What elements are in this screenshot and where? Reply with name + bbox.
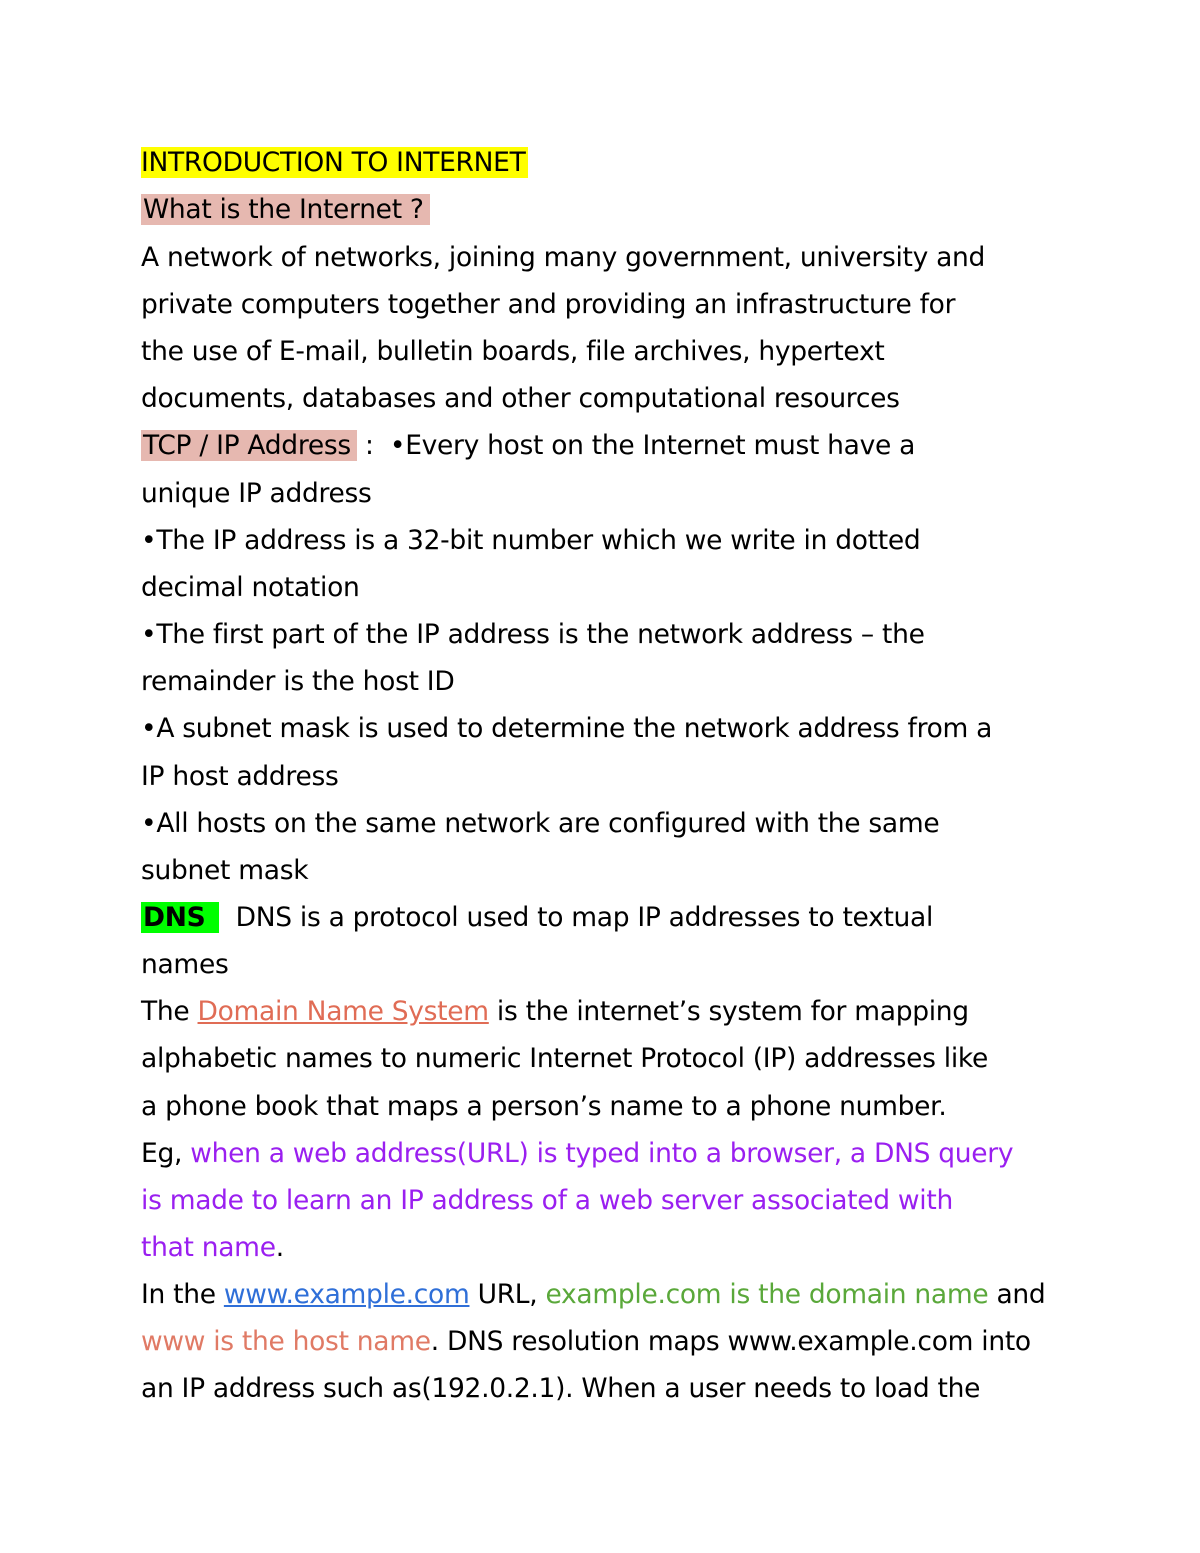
- paragraph-line: documents, databases and other computational resources: [141, 383, 900, 414]
- paragraph-line: the use of E-mail, bulletin boards, file archives, hypertext: [141, 336, 885, 367]
- example-text-line: is made to learn an IP address of a web server associated with: [141, 1185, 953, 1216]
- paragraph-line: subnet mask: [141, 855, 309, 886]
- bullet-line: •A subnet mask is used to determine the network address from a: [141, 713, 993, 744]
- tcp-ip-line: [141, 426, 915, 466]
- paragraph-line: unique IP address: [141, 478, 372, 509]
- paragraph-line: remainder is the host ID: [141, 666, 455, 697]
- paragraph-line: an IP address such as(192.0.2.1). When a user needs to load the: [141, 1373, 981, 1404]
- example-line: [141, 1134, 1013, 1174]
- bullet-line: •The first part of the IP address is the network address – the: [141, 619, 925, 650]
- example-url-link[interactable]: www.example.com: [223, 1279, 470, 1310]
- example-end-line: [141, 1228, 284, 1268]
- domain-post: is the internet’s system for mapping: [488, 996, 969, 1027]
- question-heading-line: [141, 190, 430, 230]
- tcp-ip-heading: TCP / IP Address: [141, 430, 357, 461]
- document-title: INTRODUCTION TO INTERNET: [141, 147, 526, 178]
- domain-pre: The: [141, 996, 198, 1027]
- url-pre: In the: [141, 1279, 224, 1310]
- paragraph-line: A network of networks, joining many government, university and: [141, 242, 986, 273]
- paragraph-line: IP host address: [141, 761, 339, 792]
- url-line: [141, 1275, 1045, 1315]
- paragraph-line: a phone book that maps a person’s name to a phone number.: [141, 1091, 947, 1122]
- document-title-line: [141, 143, 528, 183]
- host-line: [141, 1322, 1031, 1362]
- tcp-bullet-text: •Every host on the Internet must have a: [389, 430, 916, 461]
- url-post: and: [988, 1279, 1046, 1310]
- bullet-line: •The IP address is a 32-bit number which we write in dotted: [141, 525, 921, 556]
- paragraph-line: decimal notation: [141, 572, 360, 603]
- example-prefix: Eg,: [141, 1138, 191, 1169]
- dns-heading: DNS: [141, 902, 219, 933]
- host-post: . DNS resolution maps www.example.com into: [430, 1326, 1031, 1357]
- example-text-end: that name: [141, 1232, 276, 1263]
- host-name-text: www is the host name: [141, 1326, 431, 1357]
- paragraph-line: private computers together and providing an infrastructure for: [141, 289, 956, 320]
- question-heading: What is the Internet ?: [141, 194, 430, 225]
- bullet-line: •All hosts on the same network are configured with the same: [141, 808, 940, 839]
- paragraph-line: names: [141, 949, 229, 980]
- domain-name-system-link[interactable]: Domain Name System: [197, 996, 489, 1027]
- domain-line: [141, 992, 969, 1032]
- paragraph-line: alphabetic names to numeric Internet Protocol (IP) addresses like: [141, 1043, 989, 1074]
- tcp-separator: :: [356, 430, 390, 461]
- example-text: when a web address(URL) is typed into a browser, a DNS query: [190, 1138, 1014, 1169]
- dns-text: DNS is a protocol used to map IP addresses to textual: [219, 902, 934, 933]
- dns-line: [141, 898, 933, 938]
- domain-name-text: example.com is the domain name: [545, 1279, 989, 1310]
- url-mid: URL,: [469, 1279, 546, 1310]
- example-period: .: [275, 1232, 284, 1263]
